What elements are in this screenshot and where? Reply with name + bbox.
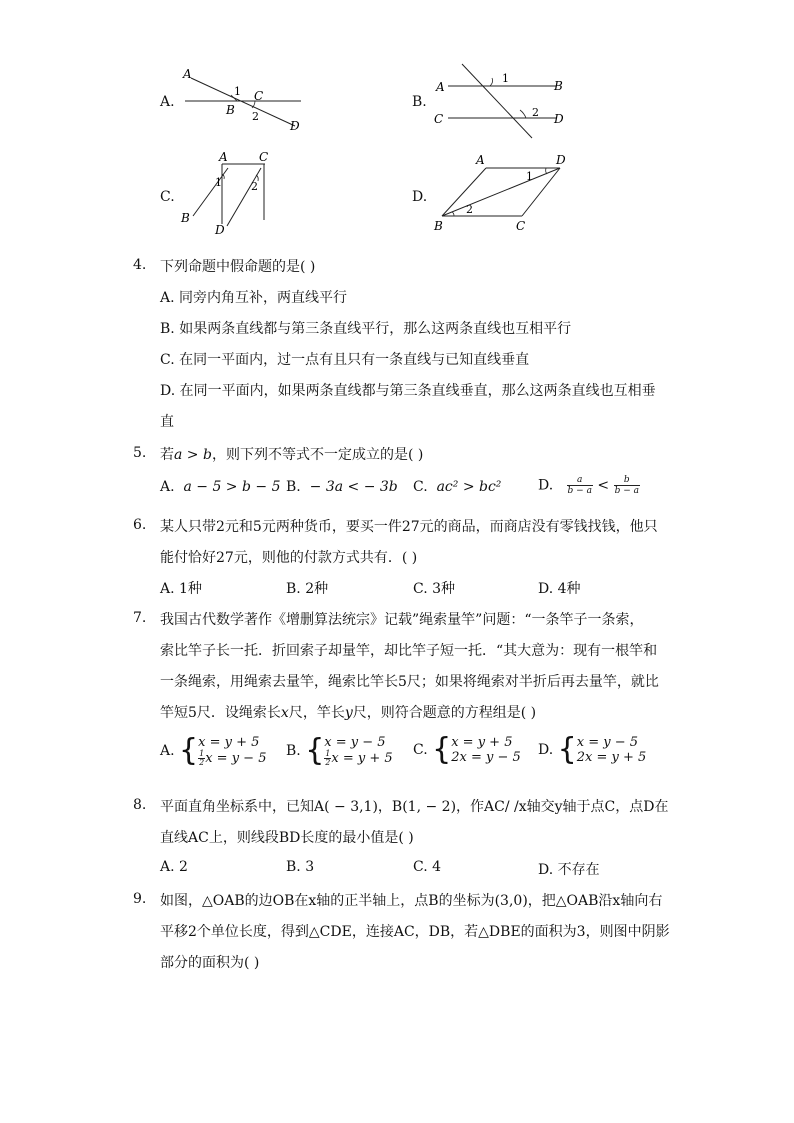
q4-number: 4.	[133, 257, 147, 273]
figure-a-angle-2: 2	[252, 110, 259, 123]
q4-option-b: B. 如果两条直线都与第三条直线平行，那么这两条直线也互相平行	[160, 321, 572, 337]
figure-c-diagram	[175, 146, 285, 238]
figure-c-label-d: D	[215, 223, 225, 237]
q6-option-a: A. 1种	[160, 581, 202, 597]
figure-c-label-c: C	[259, 150, 269, 164]
q7-option-d: D. { x = y − 5 2x = y + 5	[538, 732, 647, 767]
figure-a-diagram	[175, 62, 315, 134]
q7-number: 7.	[133, 610, 147, 626]
q4-stem: 下列命题中假命题的是( )	[160, 259, 316, 275]
q5-option-d-left-fraction: $\frac{a}{b - a}$	[567, 475, 592, 496]
q7-option-a-system: x = y + 5 $\frac{1}{2}$ x = y − 5	[198, 735, 267, 767]
q8-option-d: D. 不存在	[538, 862, 600, 878]
q7-line-3: 一条绳索，用绳索去量竿，绳索比竿长5尺；如果将绳索对半折后再去量竿，就比	[160, 674, 659, 690]
q5-option-c: C. ac² > bc²	[413, 479, 502, 495]
figure-b-label-d: D	[554, 112, 564, 126]
q5-stem-condition: a > b	[174, 447, 212, 463]
q5-option-d-right-fraction: $\frac{b}{b - a}$	[614, 475, 639, 496]
figure-b-option-label: B.	[412, 94, 427, 110]
figure-a-label-a: A	[183, 67, 192, 81]
figure-b-label-c: C	[434, 112, 444, 126]
figure-c-label-b: B	[181, 211, 190, 225]
figure-b-label-a: A	[436, 80, 445, 94]
figure-d-label-b: B	[434, 219, 443, 233]
q5-number: 5.	[133, 445, 147, 461]
figure-d-angle-1: 1	[526, 170, 533, 183]
figure-d-diagram	[428, 150, 578, 236]
q8-option-a: A. 2	[160, 859, 188, 875]
q4-option-d: D. 在同一平面内，如果两条直线都与第三条直线垂直，那么这两条直线也互相垂	[160, 383, 656, 399]
figure-c-angle-1: 1	[215, 176, 222, 189]
q5-option-b: B. − 3a < − 3b	[286, 479, 398, 495]
q9-line-2: 平移2个单位长度，得到△CDE，连接AC，DB，若△DBE的面积为3，则图中阴影	[160, 924, 670, 940]
figure-c-angle-2: 2	[251, 180, 258, 193]
q8-line-2: 直线AC上，则线段BD长度的最小值是( )	[160, 830, 414, 846]
q6-line-2: 能付恰好27元，则他的付款方式共有．( )	[160, 550, 418, 566]
q9-number: 9.	[133, 891, 147, 907]
q5-stem-prefix: 若	[160, 447, 174, 463]
q7-line-2: 索比竿子长一托．折回索子却量竿，却比竿子短一托．“其大意为：现有一根竿和	[160, 643, 658, 659]
figure-a-angle-1: 1	[234, 85, 241, 98]
figure-a-label-c: C	[254, 89, 264, 103]
q8-option-b: B. 3	[286, 859, 315, 875]
figure-d-label-d: D	[556, 153, 566, 167]
q8-option-c: C. 4	[413, 859, 442, 875]
q5-stem-suffix: ，则下列不等式不一定成立的是( )	[211, 447, 424, 463]
q6-option-d: D. 4种	[538, 581, 581, 597]
q5-stem	[160, 444, 423, 464]
q4-option-d-wrap: 直	[160, 414, 174, 430]
q6-option-b: B. 2种	[286, 581, 329, 597]
figure-d-option-label: D.	[412, 189, 428, 205]
q7-option-d-system: x = y − 5 2x = y + 5	[576, 735, 647, 765]
q4-option-a: A. 同旁内角互补，两直线平行	[160, 290, 348, 306]
figure-b-angle-2: 2	[532, 106, 539, 119]
figure-b-diagram	[428, 58, 588, 140]
figure-a-label-d: D	[290, 119, 300, 133]
q4-option-c: C. 在同一平面内，过一点有且只有一条直线与已知直线垂直	[160, 352, 530, 368]
figure-b-label-b: B	[554, 79, 563, 93]
figure-a-label-b: B	[226, 103, 235, 117]
q8-number: 8.	[133, 797, 147, 813]
figure-d-label-c: C	[516, 219, 526, 233]
q7-line-1: 我国古代数学著作《增删算法统宗》记载”绳索量竿”问题：“一条竿子一条索，	[160, 612, 644, 628]
q6-option-c: C. 3种	[413, 581, 456, 597]
q9-line-3: 部分的面积为( )	[160, 955, 260, 971]
q6-line-1: 某人只带2元和5元两种货币，要买一件27元的商品，而商店没有零钱找钱，他只	[160, 519, 658, 535]
q5-option-a: A. a − 5 > b − 5	[160, 479, 281, 495]
figure-a-option-label: A.	[160, 94, 175, 110]
figure-d-angle-2: 2	[466, 203, 473, 216]
figure-d-label-a: A	[476, 153, 485, 167]
q7-option-c-system: x = y + 5 2x = y − 5	[451, 735, 521, 765]
q9-line-1: 如图，△OAB的边OB在x轴的正半轴上，点B的坐标为(3,0)，把△OAB沿x轴向右	[160, 893, 663, 909]
q5-option-d: D. $\frac{a}{b - a}$ < $\frac{b}{b - a}$	[538, 475, 639, 496]
figure-c-option-label: C.	[160, 189, 175, 205]
q7-option-b-system: x = y − 5 $\frac{1}{2}$ x = y + 5	[324, 735, 393, 767]
q7-option-a: A. { x = y + 5 $\frac{1}{2}$ x = y − 5	[160, 733, 267, 768]
figure-c-label-a: A	[219, 150, 228, 164]
q7-option-c: C. { x = y + 5 2x = y − 5	[413, 732, 521, 767]
q8-line-1: 平面直角坐标系中，已知A( − 3,1)，B(1, − 2)，作AC/ /x轴交y轴于点C，点D在	[160, 799, 669, 815]
q7-option-b: B. { x = y − 5 $\frac{1}{2}$ x = y + 5	[286, 733, 393, 768]
q6-number: 6.	[133, 517, 147, 533]
q7-line-4: 竿短5尺．设绳索长x尺，竿长y尺，则符合题意的方程组是( )	[160, 705, 537, 721]
figure-b-angle-1: 1	[502, 72, 509, 85]
